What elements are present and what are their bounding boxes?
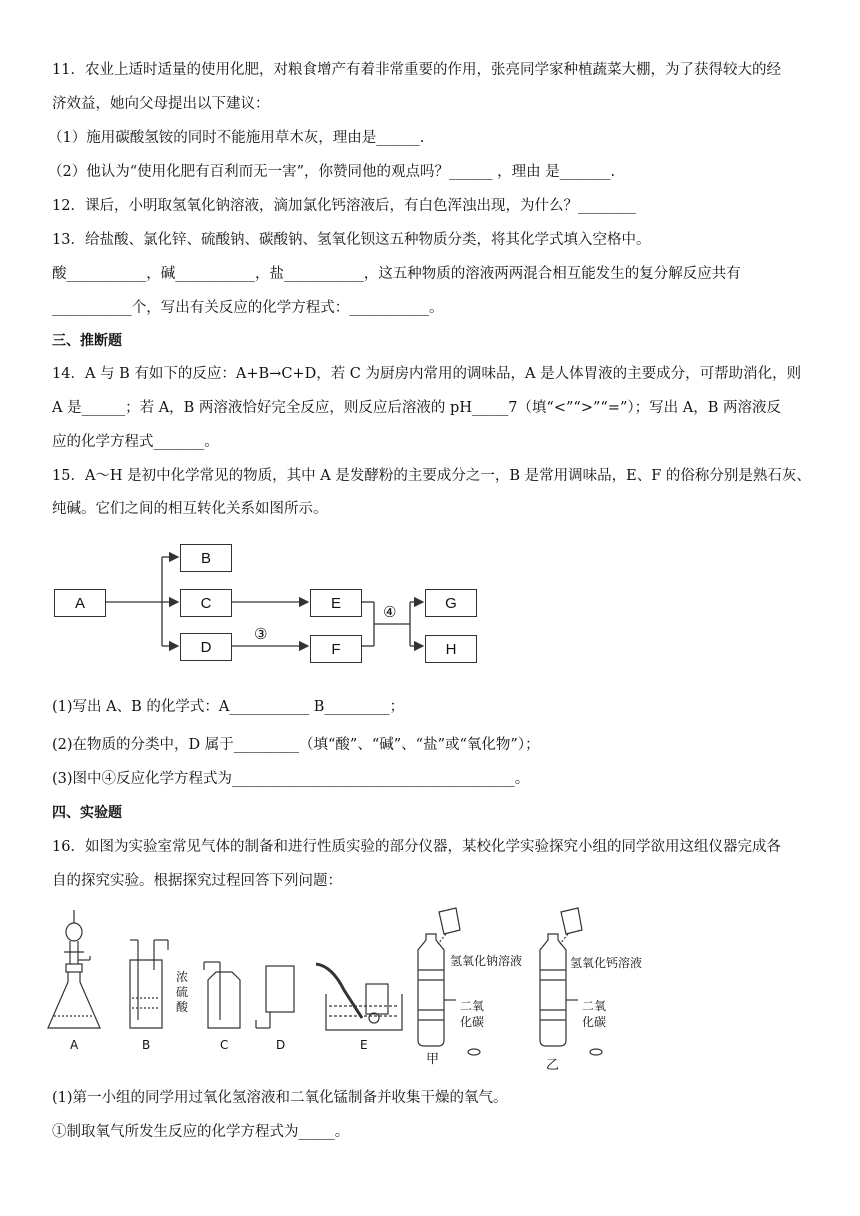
- q14-line1: 14．A 与 B 有如下的反应：A+B→C+D，若 C 为厨房内常用的调味品，A 是人体胃液的主要成分，可帮助消化，则: [52, 366, 802, 382]
- q15-line1: 15．A～H 是初中化学常见的物质，其中 A 是发酵粉的主要成分之一，B 是常用调味品，E、F 的俗称分别是熟石灰、: [52, 468, 811, 484]
- bottle1-name: 甲: [426, 1052, 440, 1067]
- q11-line1: 11．农业上适时适量的使用化肥，对粮食增产有着非常重要的作用，张亮同学家种植蔬菜大棚，为了获得较大的经: [52, 62, 781, 78]
- bottle2-solution-label: 氢氧化钙溶液: [570, 956, 643, 970]
- node-D: D: [180, 633, 232, 661]
- apparatus-a-flask: [48, 910, 100, 1028]
- q11-part2: （2）他认为“使用化肥有百利而无一害”，你赞同他的观点吗？______ ，理由 是_______.: [48, 164, 616, 180]
- node-F: F: [310, 635, 362, 663]
- apparatus-drawing: [44, 900, 664, 1075]
- node-H: H: [425, 635, 477, 663]
- q15-part1: (1)写出 A、B 的化学式：A___________ B_________；: [52, 699, 405, 715]
- apparatus-yi-bottle: [540, 908, 602, 1055]
- node-A: A: [54, 589, 106, 617]
- q14-line2: A 是______；若 A，B 两溶液恰好完全反应，则反应后溶液的 pH_____7（填“<”“>”“=”）；写出 A，B 两溶液反: [52, 400, 781, 416]
- apparatus-label-D: D: [276, 1038, 286, 1052]
- bottle1-solution-label: 氢氧化钠溶液: [450, 954, 523, 968]
- q16-part1: (1)第一小组的同学用过氧化氢溶液和二氧化锰制备并收集干燥的氧气。: [52, 1090, 508, 1106]
- bottle2-gas-label: 二氧化碳: [582, 999, 607, 1029]
- section-title-inference: 三、推断题: [52, 333, 122, 349]
- q15-line2: 纯碱。它们之间的相互转化关系如图所示。: [52, 501, 328, 517]
- q13-line2: 酸___________，碱___________，盐___________，这五种物质的溶液两两混合相互能发生的复分解反应共有: [52, 266, 741, 282]
- apparatus-c-bottle: [204, 962, 240, 1028]
- apparatus-jia-bottle: [418, 908, 480, 1055]
- q14-line3: 应的化学方程式_______。: [52, 434, 219, 450]
- apparatus-label-B: B: [142, 1038, 151, 1052]
- node-B: B: [180, 544, 232, 572]
- q15-part3: (3)图中④反应化学方程式为_______________________________________。: [52, 771, 530, 787]
- apparatus-label-C: C: [220, 1038, 229, 1052]
- apparatus-d-bottle: [256, 966, 294, 1028]
- apparatus-acid-label: 浓硫酸: [176, 970, 189, 1014]
- apparatus-label-E: E: [360, 1038, 368, 1052]
- q16-part1-sub: ①制取氧气所发生反应的化学方程式为_____。: [52, 1124, 350, 1140]
- apparatus-b-wash-bottle: [130, 940, 168, 1028]
- node-G: G: [425, 589, 477, 617]
- bottle1-gas-label: 二氧化碳: [460, 999, 485, 1029]
- flow-arrows: [50, 535, 490, 675]
- bottle2-name: 乙: [546, 1058, 560, 1073]
- section-title-experiment: 四、实验题: [52, 805, 122, 821]
- q13-line1: 13．给盐酸、氯化锌、硫酸钠、碳酸钠、氢氧化钡这五种物质分类，将其化学式填入空格中。: [52, 232, 651, 248]
- q13-line3: ___________个，写出有关反应的化学方程式：___________。: [52, 300, 444, 316]
- q16-apparatus-figure: [44, 900, 664, 1075]
- node-E: E: [310, 589, 362, 617]
- q12-line1: 12．课后，小明取氢氧化钠溶液，滴加氯化钙溶液后，有白色浑浊出现，为什么？________: [52, 198, 636, 214]
- node-C: C: [180, 589, 232, 617]
- q16-line1: 16．如图为实验室常见气体的制备和进行性质实验的部分仪器，某校化学实验探究小组的同学欲用这组仪器完成各: [52, 839, 781, 855]
- apparatus-label-A: A: [70, 1038, 79, 1052]
- step-3-label: ③: [254, 625, 268, 643]
- q11-line2: 济效益，她向父母提出以下建议：: [52, 96, 270, 112]
- q15-flow-diagram: [50, 535, 490, 675]
- q11-part1: （1）施用碳酸氢铵的同时不能施用草木灰，理由是______.: [48, 130, 425, 146]
- apparatus-e-trough: [316, 964, 402, 1030]
- q16-line2: 自的探究实验。根据探究过程回答下列问题：: [52, 873, 342, 889]
- q15-part2: (2)在物质的分类中，D 属于_________（填“酸”、“碱”、“盐”或“氧化物”）；: [52, 737, 540, 753]
- step-4-label: ④: [383, 603, 397, 621]
